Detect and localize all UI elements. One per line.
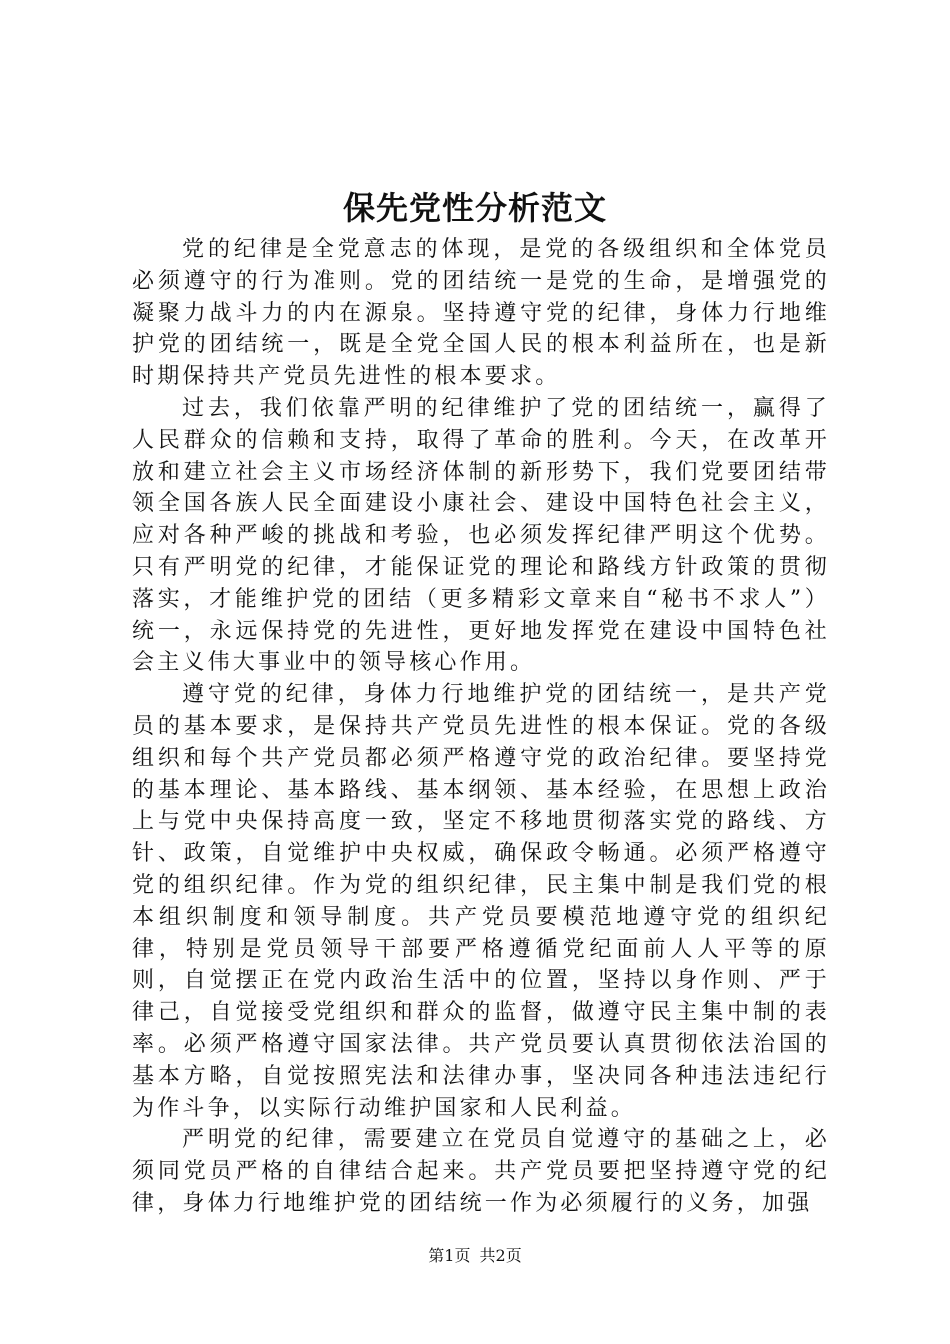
page-total: 共2页	[479, 1246, 522, 1265]
page-footer	[0, 1246, 950, 1266]
paragraph-1: 党的纪律是全党意志的体现，是党的各级组织和全体党员必须遵守的行为准则。党的团结统一是党的生命，是增强党的凝聚力战斗力的内在源泉。坚持遵守党的纪律，身体力行地维护党的团结统一，既是全党全国人民的根本利益所在，也是新时期保持共产党员先进性的根本要求。	[132, 237, 830, 390]
paragraph-2: 过去，我们依靠严明的纪律维护了党的团结统一，赢得了人民群众的信赖和支持，取得了革命的胜利。今天，在改革开放和建立社会主义市场经济体制的新形势下，我们党要团结带领全国各族人民全面建设小康社会、建设中国特色社会主义，应对各种严峻的挑战和考验，也必须发挥纪律严明这个优势。只有严明党的纪律，才能保证党的理论和路线方针政策的贯彻落实，才能维护党的团结（更多精彩文章来自“秘书不求人”）统一，永远保持党的先进性，更好地发挥党在建设中国特色社会主义伟大事业中的领导核心作用。	[132, 395, 830, 676]
document-title: 保先党性分析范文	[342, 189, 607, 227]
page-number: 第1页	[428, 1246, 471, 1265]
paragraph-3: 遵守党的纪律，身体力行地维护党的团结统一，是共产党员的基本要求，是保持共产党员先进性的根本保证。党的各级组织和每个共产党员都必须严格遵守党的政治纪律。要坚持党的基本理论、基本路线、基本纲领、基本经验，在思想上政治上与党中央保持高度一致，坚定不移地贯彻落实党的路线、方针、政策，自觉维护中央权威，确保政令畅通。必须严格遵守党的组织纪律。作为党的组织纪律，民主集中制是我们党的根本组织制度和领导制度。共产党员要模范地遵守党的组织纪律，特别是党员领导干部要严格遵循党纪面前人人平等的原则，自觉摆正在党内政治生活中的位置，坚持以身作则、严于律己，自觉接受党组织和群众的监督，做遵守民主集中制的表率。必须严格遵守国家法律。共产党员要认真贯彻依法治国的基本方略，自觉按照宪法和法律办事，坚决同各种违法违纪行为作斗争，以实际行动维护国家和人民利益。	[132, 682, 830, 1121]
paragraph-4: 严明党的纪律，需要建立在党员自觉遵守的基础之上，必须同党员严格的自律结合起来。共产党员要把坚持遵守党的纪律，身体力行地维护党的团结统一作为必须履行的义务，加强	[132, 1127, 830, 1216]
document-body	[132, 234, 830, 1220]
